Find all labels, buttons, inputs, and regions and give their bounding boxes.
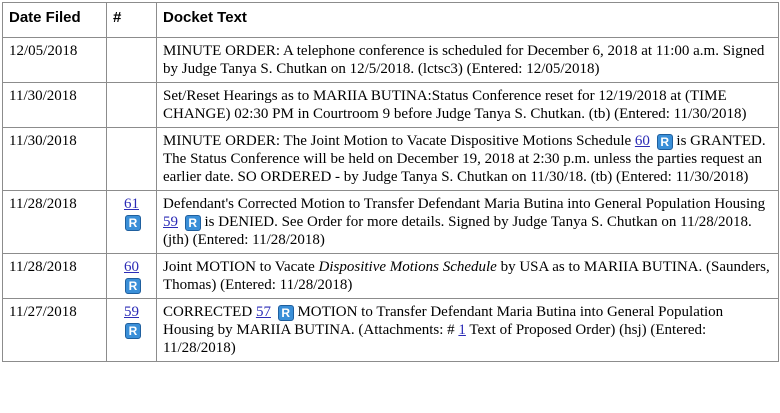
attachment-link[interactable]: 1 bbox=[458, 322, 466, 338]
docket-text-segment: is GRANTED. The Status Conference will be held on December 19, 2018 at 2:30 p.m. unless the parties request an earlier date. SO ORDERED - by Judge Tanya S. Chutkan on 11/30/18. (tb) (Entered: 11/30/2018) bbox=[163, 133, 766, 185]
docket-number-link[interactable]: 60 bbox=[124, 259, 139, 275]
date-filed: 11/28/2018 bbox=[3, 191, 107, 254]
docket-text-segment: MOTION to Transfer Defendant Maria Butina into General Population Housing by MARIIA BUTINA. (Attachments: # bbox=[163, 304, 724, 338]
document-r-icon[interactable] bbox=[185, 215, 201, 231]
docket-text bbox=[157, 38, 779, 83]
table-row bbox=[3, 191, 779, 254]
docket-entry-link[interactable]: 60 bbox=[634, 133, 650, 149]
docket-text-segment: Text of Proposed Order) (hsj) (Entered: 11/28/2018) bbox=[163, 322, 707, 356]
docket-text-segment: by USA as to MARIIA BUTINA. (Saunders, Thomas) (Entered: 11/28/2018) bbox=[163, 259, 770, 293]
table-row bbox=[3, 254, 779, 299]
docket-number-cell bbox=[107, 299, 157, 362]
date-filed: 11/28/2018 bbox=[3, 254, 107, 299]
header-row bbox=[3, 3, 779, 38]
date-filed: 11/30/2018 bbox=[3, 128, 107, 191]
table-row bbox=[3, 299, 779, 362]
docket-number-cell bbox=[107, 254, 157, 299]
docket-number-link[interactable]: 59 bbox=[124, 304, 139, 320]
docket-number-cell bbox=[107, 191, 157, 254]
header-date-filed: Date Filed bbox=[3, 3, 107, 38]
date-filed: 12/05/2018 bbox=[3, 38, 107, 83]
document-r-icon[interactable] bbox=[278, 305, 294, 321]
docket-text-segment: Defendant's Corrected Motion to Transfer Defendant Maria Butina into General Population Housing bbox=[163, 196, 766, 212]
docket-entry-link[interactable]: 59 bbox=[163, 214, 178, 230]
document-r-icon[interactable] bbox=[657, 134, 673, 150]
docket-text-segment: Set/Reset Hearings as to MARIIA BUTINA:Status Conference reset for 12/19/2018 at (TIME CHANGE) 02:30 PM in Courtroom 9 before Judge Tanya S. Chutkan. (tb) (Entered: 11/30/2018) bbox=[163, 88, 747, 122]
header-number: # bbox=[107, 3, 157, 38]
docket-entry-link[interactable]: 57 bbox=[255, 304, 271, 320]
docket-table bbox=[2, 2, 779, 362]
docket-text-italic: Dispositive Motions Schedule bbox=[318, 259, 497, 275]
table-row bbox=[3, 38, 779, 83]
docket-text bbox=[157, 83, 779, 128]
docket-text bbox=[157, 128, 779, 191]
docket-text-segment: MINUTE ORDER: The Joint Motion to Vacate Dispositive Motions Schedule bbox=[163, 133, 635, 149]
docket-text bbox=[157, 299, 779, 362]
docket-number-cell bbox=[107, 38, 157, 83]
date-filed: 11/27/2018 bbox=[3, 299, 107, 362]
docket-number-link[interactable]: 61 bbox=[124, 196, 139, 212]
docket-text bbox=[157, 254, 779, 299]
table-row bbox=[3, 128, 779, 191]
document-r-icon[interactable] bbox=[125, 215, 141, 231]
docket-number-cell bbox=[107, 83, 157, 128]
docket-text-segment: CORRECTED bbox=[163, 304, 256, 320]
docket-text bbox=[157, 191, 779, 254]
docket-text-segment: is DENIED. See Order for more details. Signed by Judge Tanya S. Chutkan on 11/28/2018. (jth) (Entered: 11/28/2018) bbox=[163, 214, 752, 248]
document-r-icon[interactable] bbox=[125, 323, 141, 339]
header-docket-text: Docket Text bbox=[157, 3, 779, 38]
date-filed: 11/30/2018 bbox=[3, 83, 107, 128]
table-row bbox=[3, 83, 779, 128]
docket-text-segment: Joint MOTION to Vacate bbox=[163, 259, 319, 275]
docket-text-segment: MINUTE ORDER: A telephone conference is scheduled for December 6, 2018 at 11:00 a.m. Signed by Judge Tanya S. Chutkan on 12/5/2018. (lctsc3) (Entered: 12/05/2018) bbox=[163, 43, 765, 77]
document-r-icon[interactable] bbox=[125, 278, 141, 294]
docket-number-cell bbox=[107, 128, 157, 191]
